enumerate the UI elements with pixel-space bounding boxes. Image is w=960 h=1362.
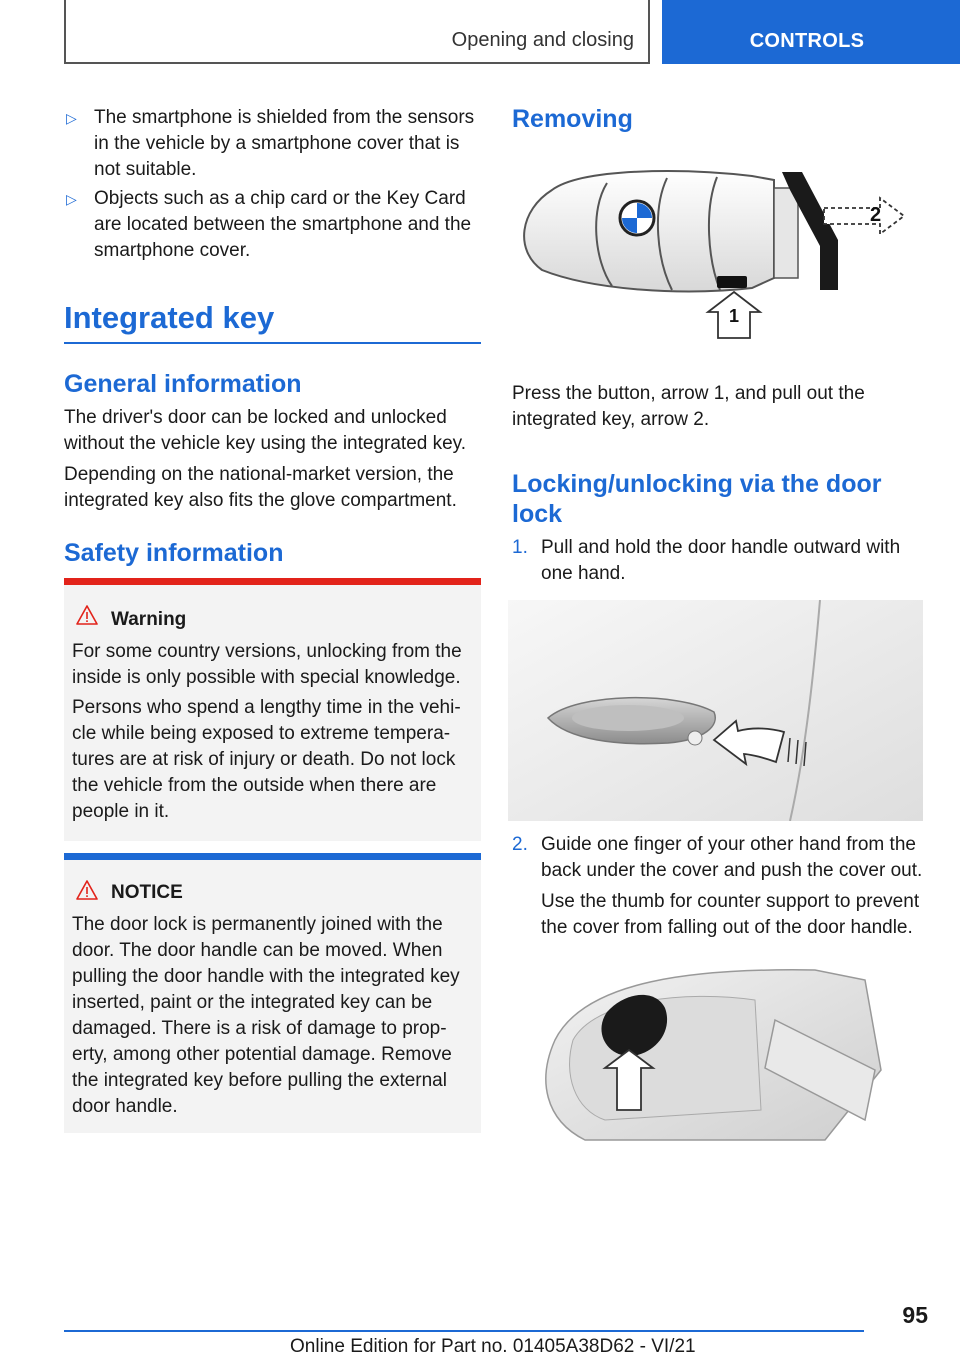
- removing-paragraph: Press the button, arrow 1, and pull out the integrated key, arrow 2.: [512, 383, 865, 430]
- triangle-bullet-icon: ▷: [66, 110, 77, 126]
- arrow-2-label: 2: [870, 204, 882, 226]
- heading-integrated-key: Integrated key: [64, 300, 275, 335]
- header-section-title: Opening and closing: [451, 29, 634, 51]
- warning-box: [64, 585, 481, 841]
- door-handle-cover-illustration: [525, 960, 925, 1145]
- step-item: [512, 535, 932, 587]
- general-paragraph-1: The driver's door can be locked and unlocked without the vehicle key using the integrated key.: [64, 407, 467, 454]
- heading-rule: [64, 342, 481, 344]
- bullet-text: Objects such as a chip card or the Key Card are located between the smartphone and the smartphone cover.: [94, 188, 472, 261]
- header-section-box: [64, 0, 650, 64]
- step-text: Pull and hold the door handle outward with one hand.: [541, 537, 901, 584]
- notice-box: [64, 860, 481, 1133]
- arrow-1-label: 1: [729, 306, 740, 326]
- bullet-text: The smartphone is shielded from the sensors in the vehicle by a smartphone cover that is not suitable.: [94, 107, 475, 180]
- warning-paragraph-1: For some country versions, unlocking from the inside is only possible with special knowledge.: [72, 641, 462, 688]
- edition-text: Online Edition for Part no. 01405A38D62 - VI/21: [290, 1336, 696, 1357]
- footer-rule: [64, 1330, 864, 1332]
- heading-general-information: General information: [64, 370, 302, 398]
- step-extra-text: Use the thumb for counter support to prevent the cover from falling out of the door handle.: [541, 891, 920, 938]
- warning-title: Warning: [111, 609, 187, 630]
- warning-paragraph-2: Persons who spend a lengthy time in the vehi-cle while being exposed to extreme tempera-tures are at risk of injury or death. Do not lock the vehicle from the outside when there are people in it.: [72, 697, 461, 822]
- step-item: [512, 832, 932, 941]
- notice-bar: [64, 853, 481, 860]
- bullet-item: [64, 186, 484, 264]
- heading-locking-unlocking: Locking/unlocking via the door lock: [512, 470, 882, 528]
- header-chapter-title: CONTROLS: [749, 30, 865, 52]
- header-chapter-tab: [662, 0, 960, 64]
- heading-removing: Removing: [512, 105, 633, 133]
- key-removal-illustration: [512, 150, 922, 350]
- triangle-bullet-icon: ▷: [66, 191, 77, 207]
- general-paragraph-2: Depending on the national-market version, the integrated key also fits the glove compartment.: [64, 464, 457, 511]
- step-number: 1.: [512, 537, 528, 558]
- notice-title: NOTICE: [111, 882, 183, 903]
- heading-safety-information: Safety information: [64, 539, 284, 567]
- notice-paragraph: The door lock is permanently joined with the door. The door handle can be moved. When pulling the door handle with the integrated key inserted, paint or the integrated key can be damaged. There is a risk of damage to prop-erty, among other potential damage. Remove the integrated key before pulling the external door handle.: [72, 914, 460, 1117]
- warning-triangle-icon: [76, 605, 98, 625]
- warning-bar: [64, 578, 481, 585]
- step-text: Guide one finger of your other hand from the back under the cover and push the cover out.: [541, 834, 923, 881]
- door-handle-illustration: [508, 600, 923, 821]
- notice-triangle-icon: [76, 880, 98, 900]
- bullet-item: [64, 105, 484, 183]
- step-number: 2.: [512, 834, 528, 855]
- page-number: 95: [902, 1302, 928, 1328]
